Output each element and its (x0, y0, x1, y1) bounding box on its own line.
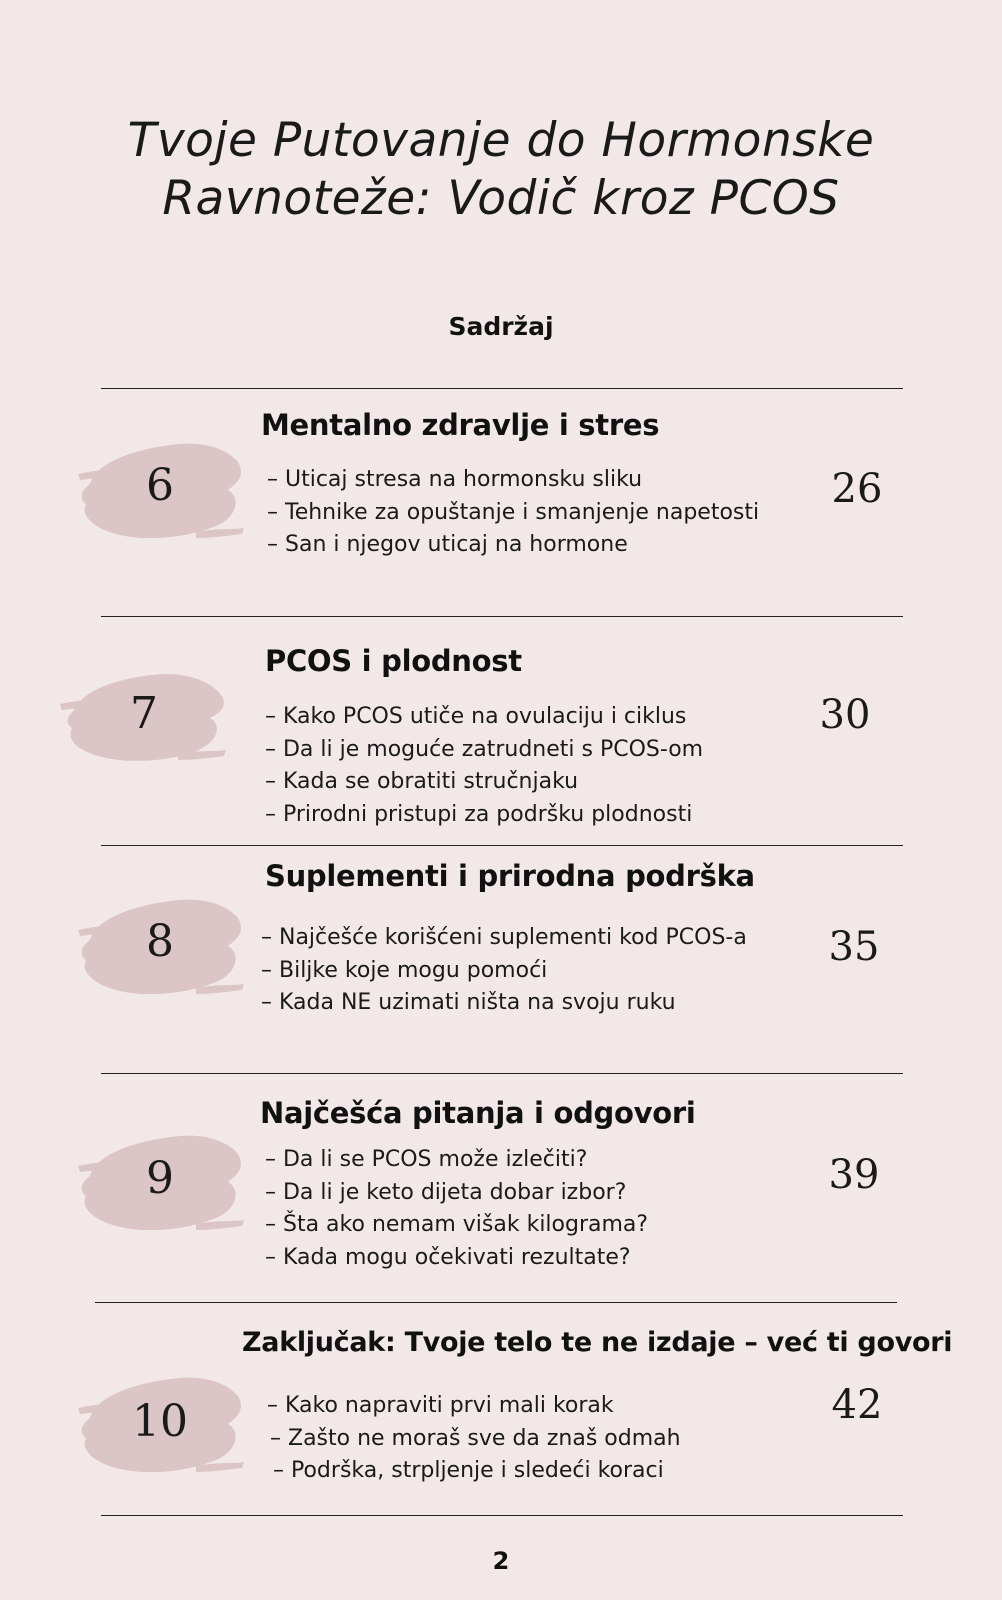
list-item: – Kada mogu očekivati rezultate? (265, 1244, 631, 1270)
section-item-list (267, 464, 759, 562)
divider-top (101, 388, 903, 389)
list-item: – Da li se PCOS može izlečiti? (265, 1147, 588, 1172)
list-item: – Podrška, strpljenje i sledeći koraci (273, 1458, 664, 1483)
document-title (0, 112, 1002, 228)
chapter-number: 9 (146, 1153, 174, 1204)
footer-page-number: 2 (492, 1547, 510, 1575)
section-title: Najčešća pitanja i odgovori (260, 1096, 696, 1130)
title-line-1: Tvoje Putovanje do Hormonske (127, 113, 875, 168)
section-title: Mentalno zdravlje i stres (261, 408, 660, 442)
page-number: 35 (828, 924, 880, 970)
divider-1 (101, 616, 903, 617)
list-item: – Kada NE uzimati ništa na svoju ruku (261, 990, 676, 1015)
section-item-list (265, 701, 703, 831)
page-number: 30 (819, 692, 871, 738)
list-item: – Zašto ne moraš sve da znaš odmah (270, 1425, 681, 1451)
section-title: Suplementi i prirodna podrška (265, 859, 755, 893)
list-item: – Da li je moguće zatrudneti s PCOS-om (265, 736, 704, 762)
section-title: PCOS i plodnost (265, 644, 522, 678)
list-item: – Prirodni pristupi za podršku plodnosti (265, 801, 693, 827)
list-item: – Šta ako nemam višak kilograma? (265, 1212, 649, 1237)
page-number: 39 (828, 1152, 880, 1198)
section-item-list (261, 922, 747, 1020)
section-item-list (265, 1144, 648, 1274)
list-item: – Da li je keto dijeta dobar izbor? (265, 1179, 627, 1205)
list-item: – Kako napraviti prvi mali korak (267, 1393, 614, 1418)
page-number: 26 (831, 466, 883, 512)
list-item: – Najčešće korišćeni suplementi kod PCOS-a (261, 925, 747, 950)
list-item: – San i njegov uticaj na hormone (267, 532, 628, 557)
toc-heading: Sadržaj (448, 312, 554, 341)
divider-3 (101, 1073, 903, 1074)
chapter-number: 8 (146, 916, 174, 967)
chapter-number: 7 (130, 688, 158, 739)
divider-2 (101, 845, 903, 846)
chapter-number: 10 (132, 1396, 188, 1447)
list-item: – Kada se obratiti stručnjaku (265, 769, 579, 794)
list-item: – Kako PCOS utiče na ovulaciju i ciklus (265, 704, 687, 729)
section-item-list (267, 1390, 681, 1488)
page-number: 42 (831, 1382, 883, 1428)
list-item: – Biljke koje mogu pomoći (261, 957, 548, 983)
divider-bottom (101, 1515, 903, 1516)
list-item: – Uticaj stresa na hormonsku sliku (267, 467, 643, 492)
title-line-2: Ravnoteže: Vodič kroz PCOS (162, 171, 840, 226)
list-item: – Tehnike za opuštanje i smanjenje napetosti (267, 499, 760, 525)
section-title: Zaključak: Tvoje telo te ne izdaje – već ti govori (242, 1327, 953, 1358)
chapter-number: 6 (146, 460, 174, 511)
divider-4 (95, 1302, 897, 1303)
